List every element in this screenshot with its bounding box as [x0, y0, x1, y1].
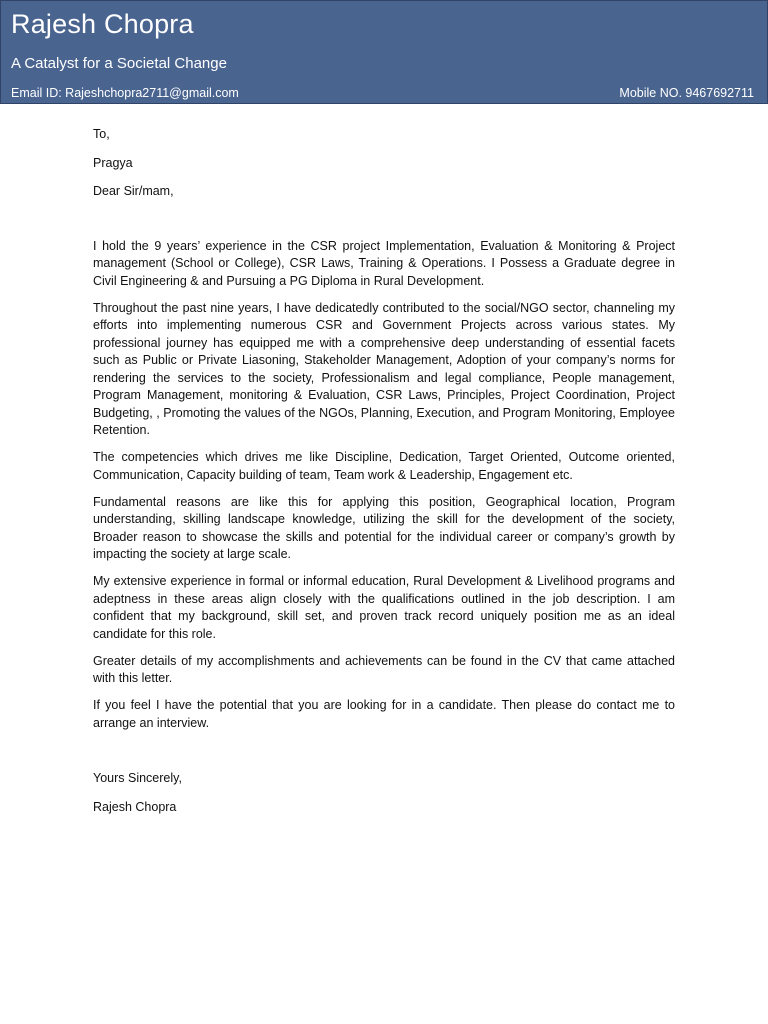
- paragraph-call-to-action: If you feel I have the potential that you are looking for in a candidate. Then please do contact me to arrange an interview.: [93, 698, 675, 730]
- recipient-name: Pragya: [93, 155, 133, 170]
- signature: Rajesh Chopra: [93, 799, 177, 814]
- salutation-to: To,: [93, 127, 110, 141]
- paragraph-reasons: Fundamental reasons are like this for applying this position, Geographical location, Program understanding, skilling landscape knowledge, utilizing the skill for the development of the society, Broader reason to showcase the skills and potential for the individual career or company’s growth by impacting the society at large scale.: [93, 494, 675, 561]
- closing: Yours Sincerely,: [93, 771, 182, 785]
- contact-row: [11, 85, 754, 101]
- email-text[interactable]: Email ID: Rajeshchopra2711@gmail.com: [11, 86, 239, 100]
- paragraph-qualifications: My extensive experience in formal or informal education, Rural Development & Livelihood programs and adeptness in these areas align closely with the qualifications outlined in the job description. I am confident that my background, skill set, and proven track record uniquely position me as an ideal candidate for this role.: [93, 574, 675, 641]
- letter-body: [93, 126, 675, 816]
- sender-name: Rajesh Chopra: [11, 9, 194, 39]
- greeting: Dear Sir/mam,: [93, 184, 174, 198]
- paragraph-background: Throughout the past nine years, I have dedicatedly contributed to the social/NGO sector, channeling my efforts into implementing numerous CSR and Government Projects across various states. My professional journey has equipped me with a comprehensive deep understanding of essential facets such as Public or Private Liasoning, Stakeholder Management, Adoption of your company’s norms for rendering the services to the society, Professionalism and legal compliance, People management, Program Management, monitoring & Evaluation, CSR Laws, Principles, Project Coordination, Project Budgeting, , Promoting the values of the NGOs, Planning, Execution, and Program Monitoring, Employee Retention.: [93, 300, 675, 437]
- paragraph-experience: I hold the 9 years’ experience in the CSR project Implementation, Evaluation & Monitoring & Project management (School or College), CSR Laws, Training & Operations. I Possess a Graduate degree in Civil Engineering & and Pursuing a PG Diploma in Rural Development.: [93, 238, 675, 288]
- sender-tagline: A Catalyst for a Societal Change: [11, 55, 227, 72]
- paragraph-cv-reference: Greater details of my accomplishments and achievements can be found in the CV that came attached with this letter.: [93, 653, 675, 685]
- paragraph-competencies: The competencies which drives me like Discipline, Dedication, Target Oriented, Outcome oriented, Communication, Capacity building of team, Team work & Leadership, Engagement etc.: [93, 450, 675, 482]
- mobile-text: Mobile NO. 9467692711: [619, 86, 754, 100]
- letterhead-banner: [0, 0, 768, 104]
